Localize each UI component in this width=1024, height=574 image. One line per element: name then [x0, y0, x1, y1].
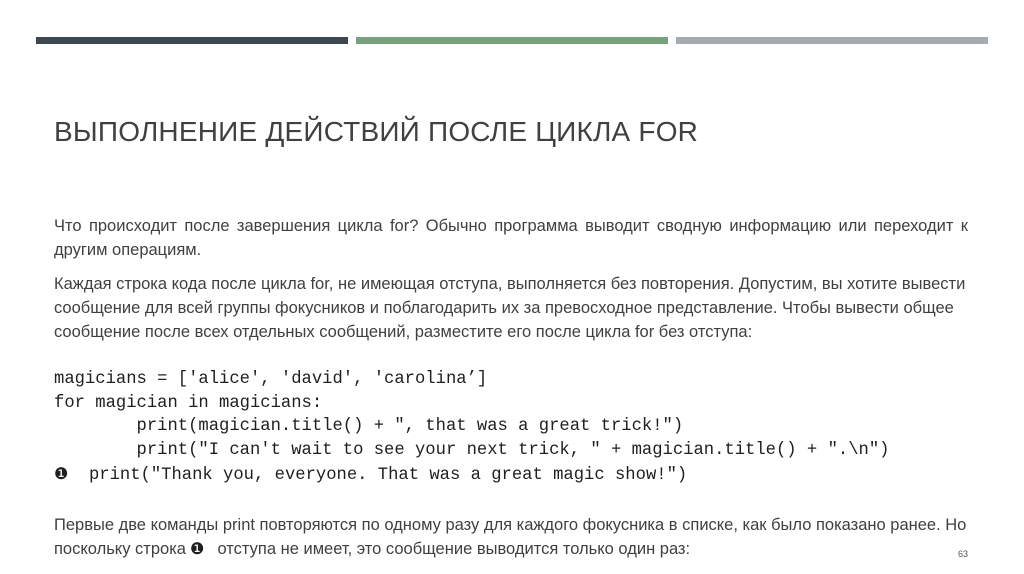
paragraph-conclusion — [54, 513, 968, 561]
code-line-1: magicians = ['alice', 'david', 'carolina’] — [54, 370, 488, 389]
slide-title: ВЫПОЛНЕНИЕ ДЕЙСТВИЙ ПОСЛЕ ЦИКЛА FOR — [54, 116, 699, 147]
code-line-5 — [54, 462, 889, 488]
code-block — [54, 368, 889, 488]
paragraph-intro: Что происходит после завершения цикла for? Обычно программа выводит сводную информацию или переходит к другим операциям. — [54, 217, 968, 259]
paragraph-conclusion-part1: Первые две команды print повторяются по одному разу для каждого фокусника в списке, как было показано ранее. Но поскольку строка — [54, 516, 967, 558]
header-bar-dark — [36, 37, 348, 44]
code-line-5-text: print("Thank you, everyone. That was a great magic show!") — [68, 466, 688, 486]
paragraph-conclusion-part2: отступа не имеет, это сообщение выводится только один раз: — [217, 540, 691, 558]
circled-one-marker-icon: ❶ — [189, 539, 205, 558]
paragraph-explanation: Каждая строка кода после цикла for, не имеющая отступа, выполняется без повторения. Допустим, вы хотите вывести сообщение для всей группы фокусников и поблагодарить их за превосходное представление. Чтобы вывести общее сообщение после всех отдельных сообщений, разместите его после цикла for без отступа: — [54, 275, 966, 341]
code-line-2: for magician in magicians: — [54, 393, 323, 413]
header-bar-gray — [676, 37, 988, 44]
code-line-4: print("I can't wait to see your next trick, " + magician.title() + ".\n") — [54, 440, 890, 460]
header-bar-green — [356, 37, 668, 44]
circled-one-marker-icon: ❶ — [54, 464, 69, 484]
page-number: 63 — [958, 549, 969, 559]
code-line-3: print(magician.title() + ", that was a great trick!") — [54, 417, 684, 437]
